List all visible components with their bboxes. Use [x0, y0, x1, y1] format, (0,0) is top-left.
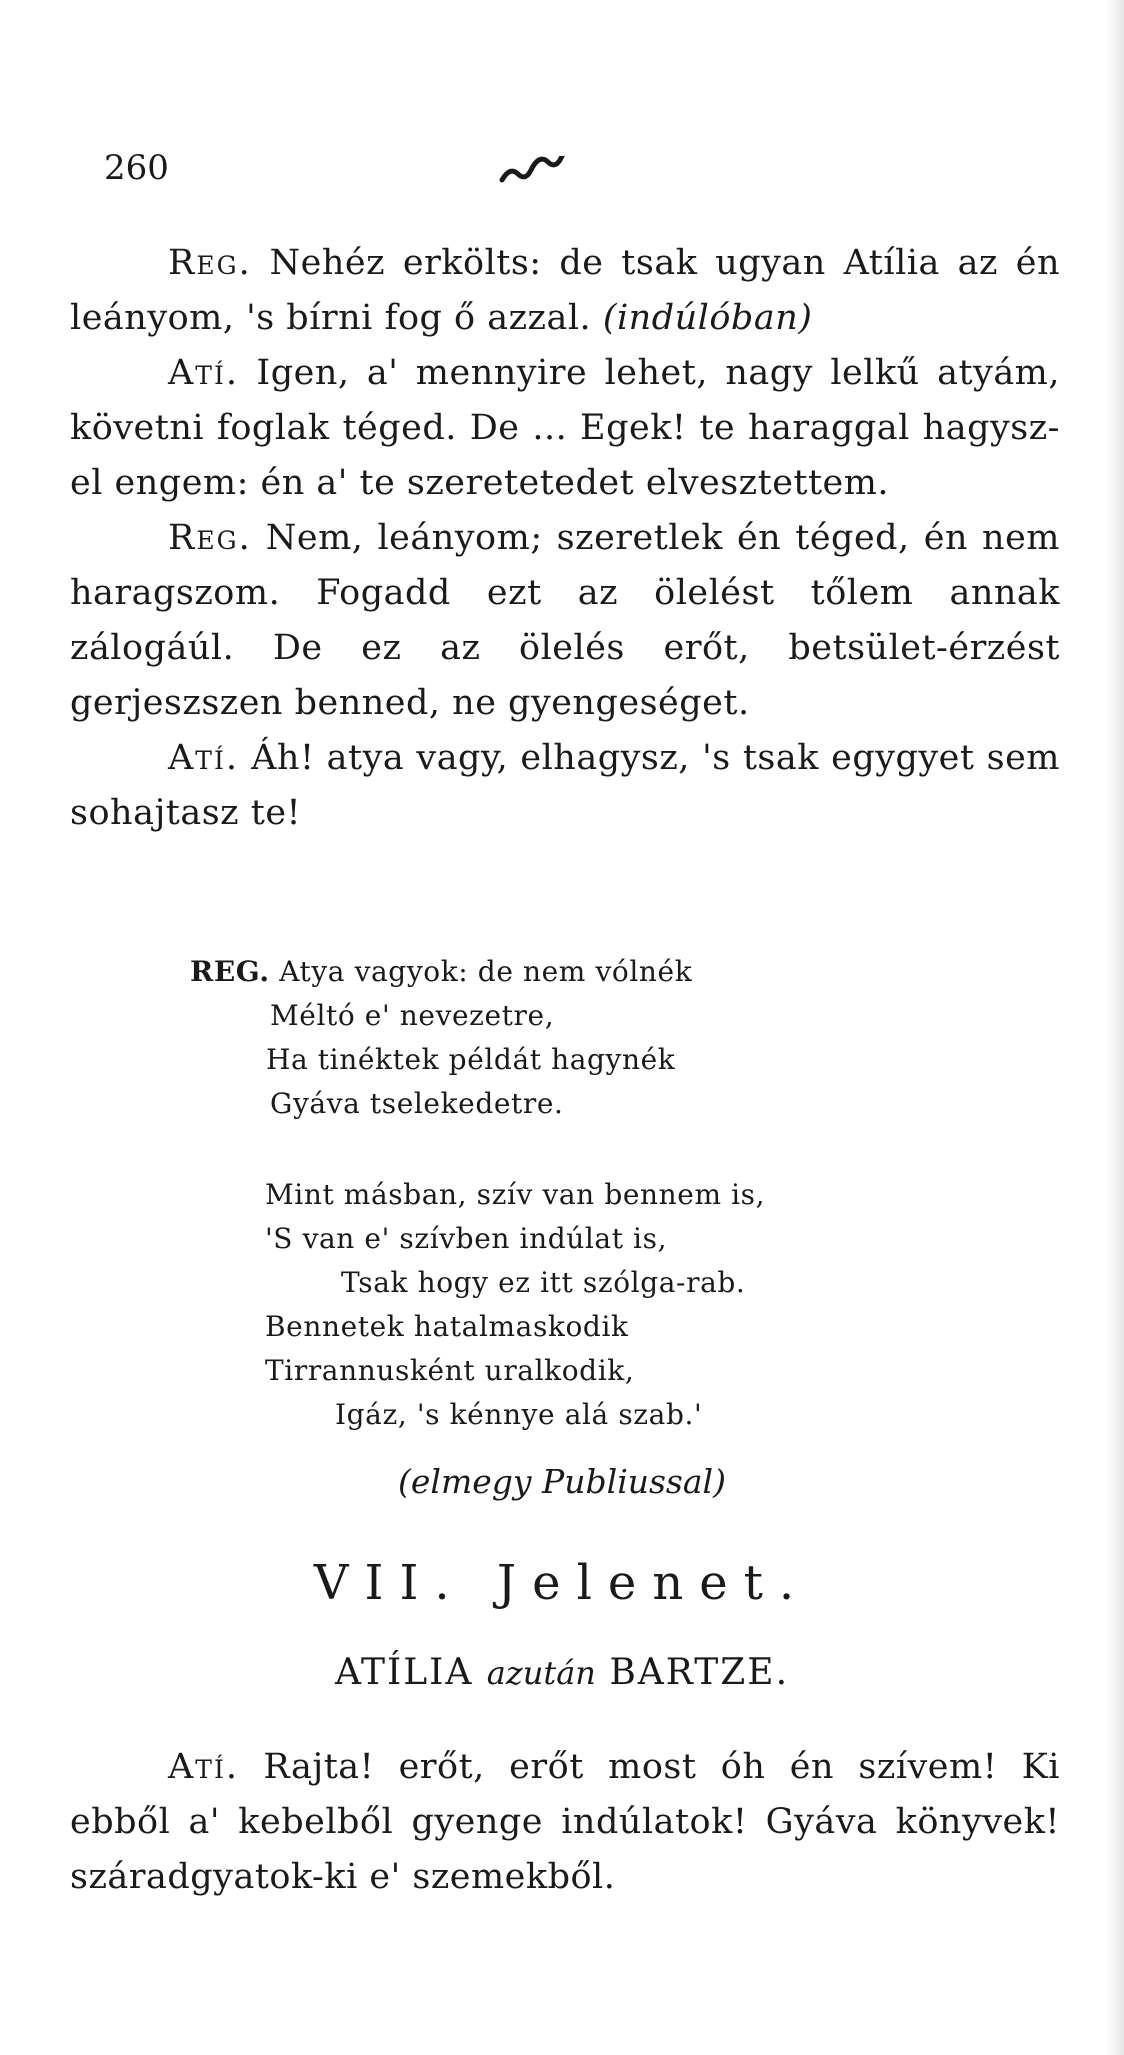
dialogue-text: Rajta! erőt, erőt most óh én szívem! Ki ebből a' kebelből gyenge indúlatok! Gyáva könyvek! száradgyatok-ki e' szemekből.: [70, 1747, 1060, 1897]
dialogue-text: Áh! atya vagy, elhagysz, 's tsak egygyet sem sohajtasz te!: [70, 738, 1060, 833]
dialogue-text: Nehéz erkölts: de tsak ugyan Atília az én leányom, 's bírni fog ő azzal.: [70, 243, 1060, 338]
verse-line: Ha tinéktek példát hagynék: [266, 1043, 676, 1076]
verse-line: REG. Atya vagyok: de nem vólnék: [190, 955, 693, 988]
verse-line: Méltó e' nevezetre,: [270, 999, 555, 1032]
speaker-label: Reg.: [168, 243, 252, 283]
scene-heading: VII. Jelenet.: [313, 1555, 811, 1611]
dialogue-ati-3: [70, 1740, 1060, 1905]
verse-stanza-2: [265, 1173, 1085, 1437]
verse-speaker: REG.: [190, 955, 270, 988]
dialogue-text: Nem, leányom; szeretlek én téged, én nem haragszom. Fogadd ezt az ölelést tőlem annak zálogáúl. De ez az ölelés erőt, betsület-érzést gerjeszszen benned, ne gyengeséget.: [70, 518, 1060, 723]
verse-line: 'S van e' szívben indúlat is,: [265, 1222, 668, 1255]
scene-characters: [0, 1652, 1124, 1693]
character-name: BARTZE.: [609, 1652, 790, 1693]
verse-line: Mint másban, szív van bennem is,: [265, 1178, 766, 1211]
speaker-label: Atí.: [168, 738, 239, 778]
character-name: ATÍLIA: [334, 1652, 474, 1693]
verse-line: Tirrannusként uralkodik,: [265, 1354, 635, 1387]
verse-line: Igáz, 's kénnye alá szab.': [335, 1398, 703, 1431]
stage-direction: (indúlóban): [602, 298, 813, 338]
dialogue-block-2: [70, 1740, 1060, 1905]
dialogue-ati-2: [70, 731, 1060, 841]
verse-line: Gyáva tselekedetre.: [270, 1087, 564, 1120]
speaker-label: Reg.: [168, 518, 252, 558]
verse-line: Bennetek hatalmaskodik: [265, 1310, 629, 1343]
speaker-label: Atí.: [168, 1747, 239, 1787]
verse-line: Tsak hogy ez itt szólga-rab.: [341, 1266, 746, 1299]
dialogue-text: Igen, a' mennyire lehet, nagy lelkű atyám, követni foglak téged. De ... Egek! te haraggal hagysz-el engem: én a' te szeretetedet elvesztettem.: [70, 353, 1060, 503]
dialogue-reg-1: [70, 236, 1060, 346]
dialogue-reg-2: [70, 511, 1060, 731]
header-ornament-icon: [498, 156, 658, 192]
page-edge-shadow: [1106, 0, 1124, 2055]
verse-stanza-1: [190, 950, 1010, 1126]
exit-stage-direction: (elmegy Publiussal): [398, 1462, 726, 1501]
dialogue-block-1: [70, 236, 1060, 841]
speaker-label: Atí.: [168, 353, 239, 393]
page-number: 260: [104, 148, 169, 188]
dialogue-ati-1: [70, 346, 1060, 511]
characters-connector: azután: [486, 1654, 596, 1692]
